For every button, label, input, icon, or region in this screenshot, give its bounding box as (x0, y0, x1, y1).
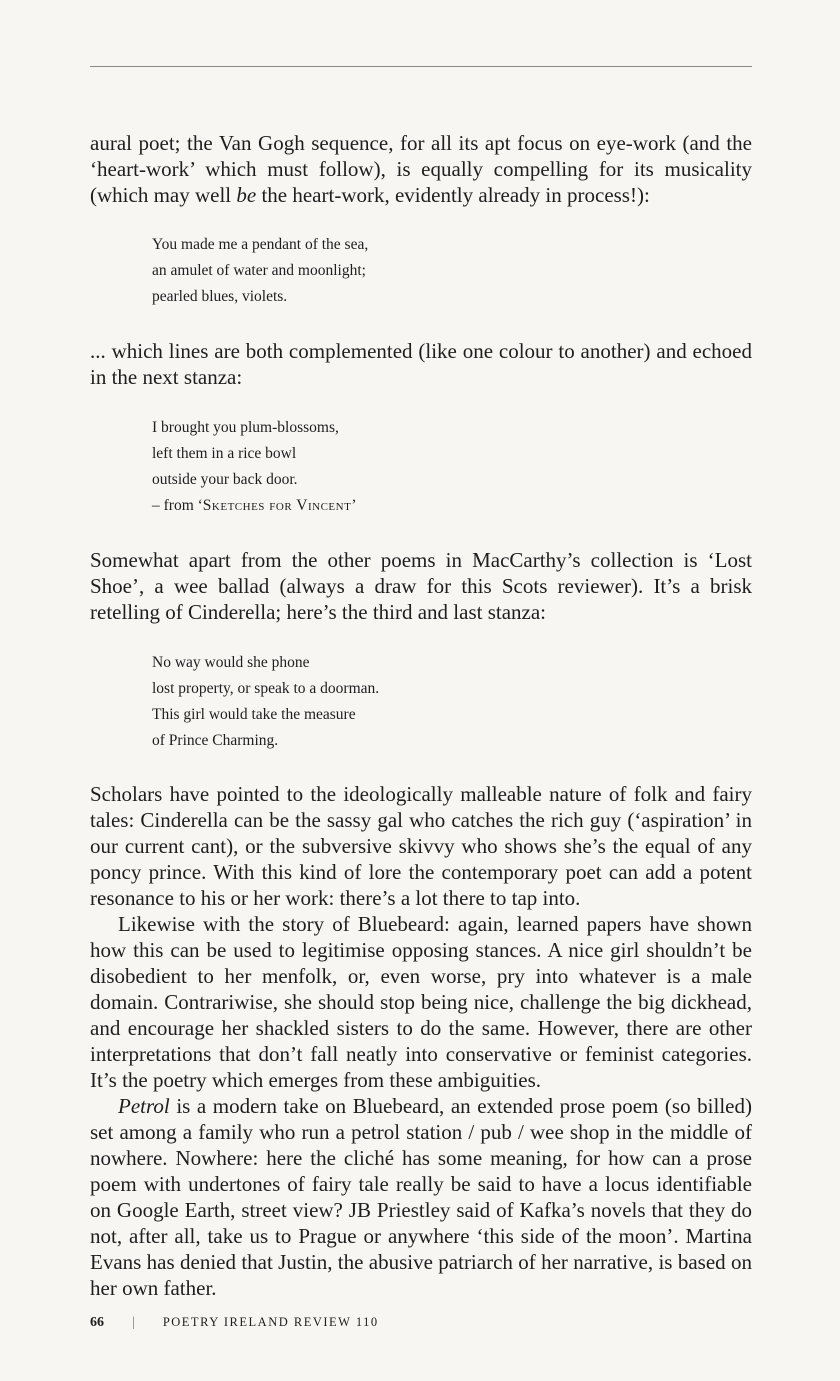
source-suffix: ’ (351, 497, 357, 514)
quote-plum-blossoms (152, 415, 356, 519)
paragraph-scholars: Scholars have pointed to the ideologically malleable nature of folk and fairy tales: Cinderella can be the sassy gal who catches the rich guy (‘aspiration’ in our current cant), or the subversive skivvy who shows she’s the equal of any poncy prince. With this kind of lore the contemporary poet can add a potent resonance to his or her work: there’s a lot there to tap into. (90, 782, 752, 910)
header-rule (90, 66, 752, 67)
quote-source (152, 493, 356, 519)
emphasis: Petrol (118, 1094, 170, 1118)
paragraph-petrol (90, 1093, 752, 1301)
poem-line: an amulet of water and moonlight; (152, 262, 366, 279)
paragraph-bluebeard: Likewise with the story of Bluebeard: again, learned papers have shown how this can be used to legitimise opposing stances. A nice girl shouldn’t be disobedient to her menfolk, or, even worse, pry into whatever is a male domain. Contrariwise, she should stop being nice, challenge the big dickhead, and encourage her shackled sisters to do the same. However, there are other interpretations that don’t fall neatly into conservative or feminist categories. It’s the poetry which emerges from these ambiguities. (90, 912, 752, 1092)
poem-line: of Prince Charming. (152, 732, 279, 749)
page-footer (90, 1313, 379, 1332)
poem-line: outside your back door. (152, 471, 298, 488)
paragraph-van-gogh (90, 130, 752, 208)
poem-line: This girl would take the measure (152, 706, 356, 723)
journal-title: POETRY IRELAND REVIEW 110 (162, 1315, 379, 1329)
paragraph-text: the heart-work, evidently already in process!): (261, 183, 650, 207)
emphasis: be (236, 183, 257, 207)
quote-pendant (152, 232, 368, 310)
paragraph-text: is a modern take on Bluebeard, an extended prose poem (so billed) set among a family who run a petrol station / pub / wee shop in the middle of nowhere. Nowhere: here the cliché has some meaning, for how can a prose poem with undertones of fairy tale really be said to have a locus identifiable on Google Earth, street view? JB Priestley said of Kafka’s novels that they do not, after all, take us to Prague or anywhere ‘this side of the moon’. Martina Evans has denied that Justin, the abusive patriarch of her narrative, is based on her own father. (90, 1094, 752, 1300)
poem-line: pearled blues, violets. (152, 288, 288, 305)
poem-line: lost property, or speak to a doorman. (152, 680, 380, 697)
poem-line: I brought you plum-blossoms, (152, 419, 339, 436)
poem-line: left them in a rice bowl (152, 445, 297, 462)
paragraph-text: aural poet; the Van Gogh sequence, for all its apt focus on eye-work (and the ‘heart-work’ which must follow), is equally compelling for its musicality (which may well (90, 131, 752, 207)
source-title: Sketches for Vincent (202, 497, 352, 514)
source-prefix: – from ‘ (152, 497, 203, 514)
paragraph-lost-shoe: Somewhat apart from the other poems in MacCarthy’s collection is ‘Lost Shoe’, a wee ballad (always a draw for this Scots reviewer). It’s a brisk retelling of Cinderella; here’s the third and last stanza: (90, 548, 752, 624)
footer-separator: | (132, 1315, 135, 1330)
page-number: 66 (90, 1315, 104, 1330)
poem-line: You made me a pendant of the sea, (152, 236, 369, 253)
poem-line: No way would she phone (152, 654, 310, 671)
quote-lost-shoe (152, 650, 379, 754)
paragraph-complemented: ... which lines are both complemented (like one colour to another) and echoed in the next stanza: (90, 339, 752, 389)
